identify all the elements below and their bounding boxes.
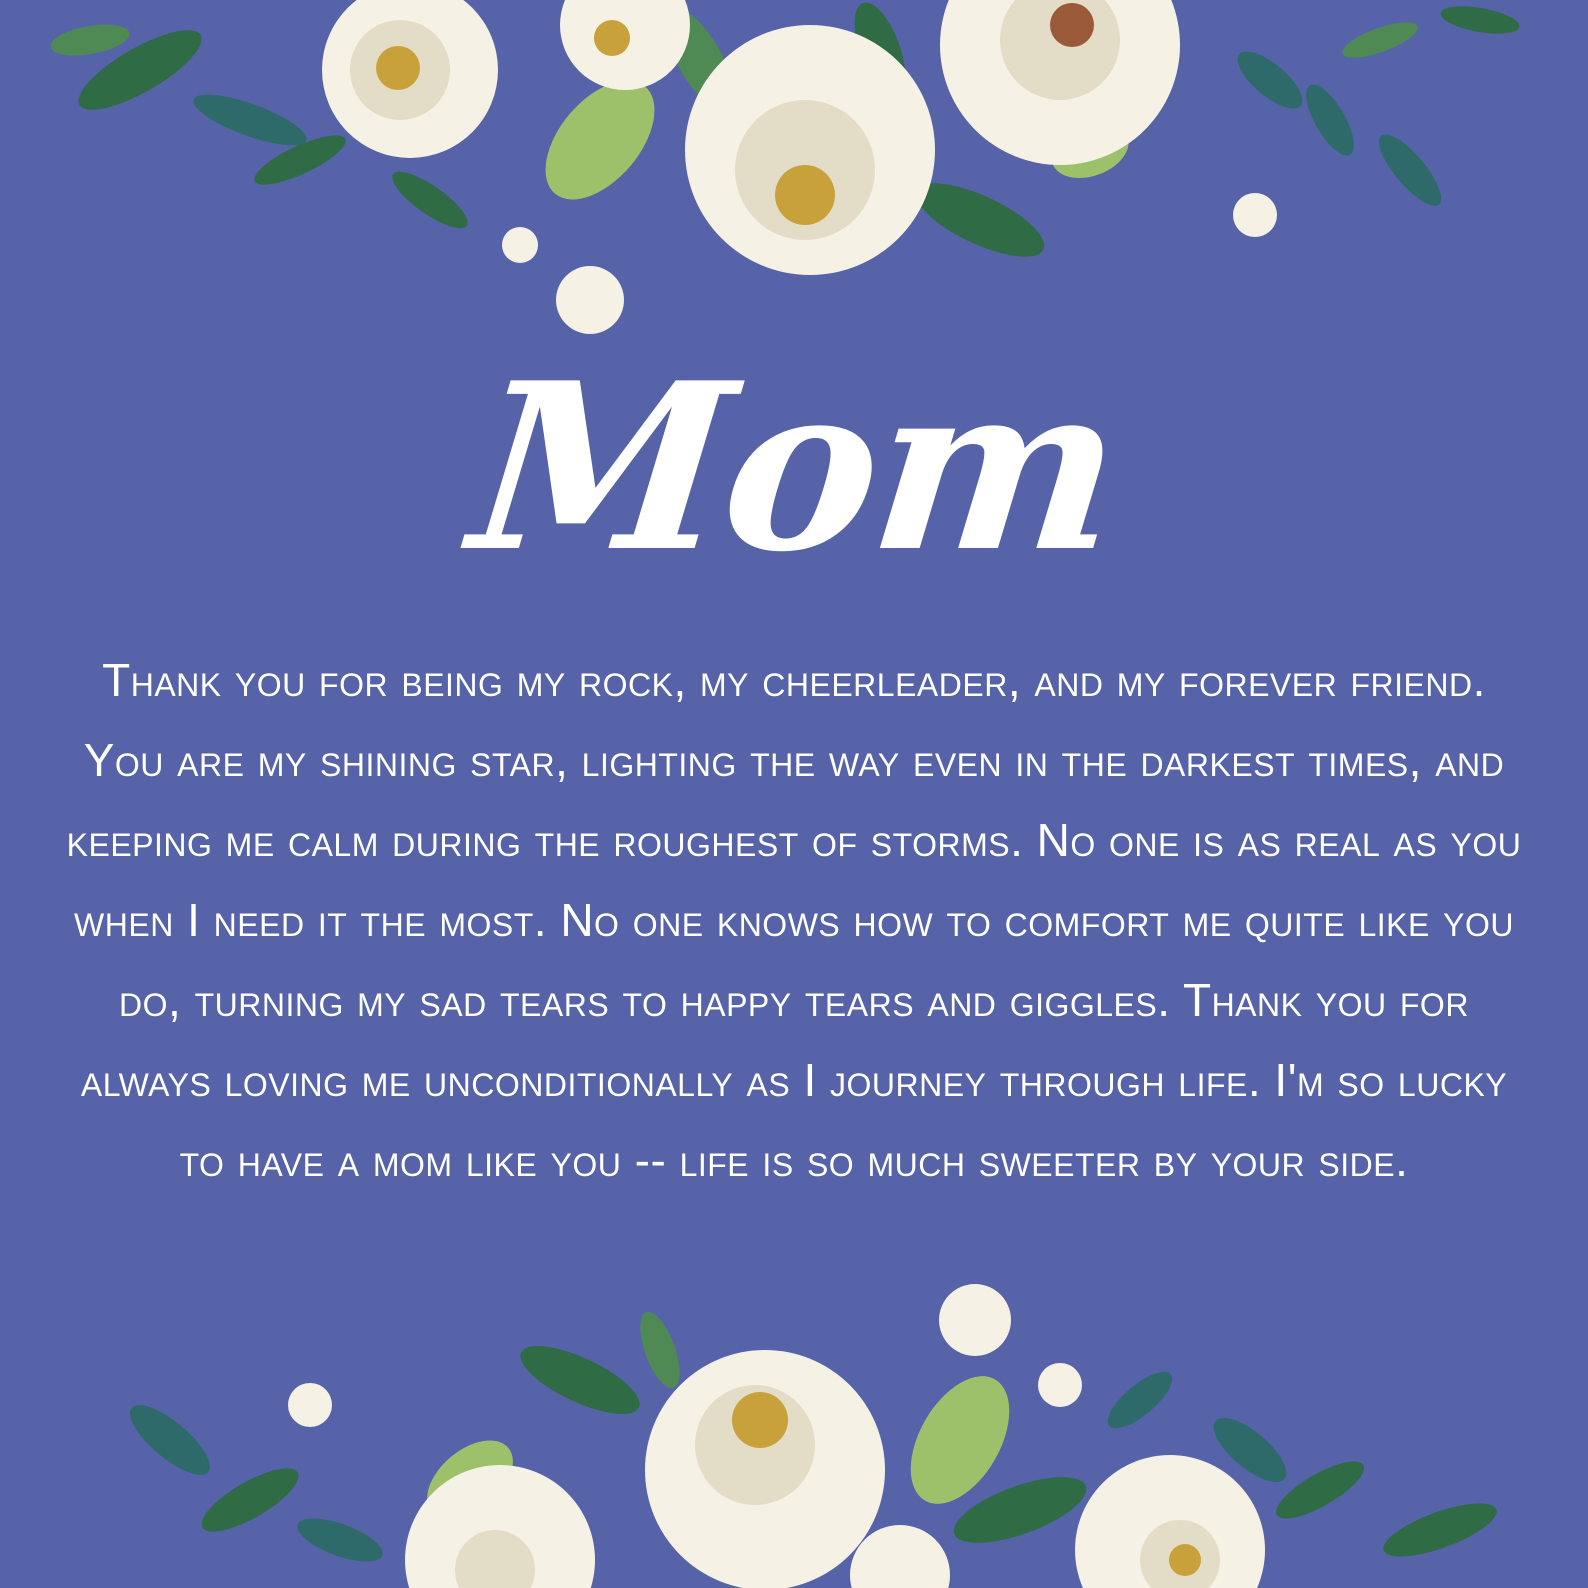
- card-message: Thank you for being my rock, my cheerleader, and my forever friend. You are my shining star, lighting the way even in the darkest times, and keeping me calm during the roughest of storms. No one is as real as you when I need it the most. No one knows how to comfort me quite like you do, turning my sad tears to happy tears and giggles. Thank you for always loving me unconditionally as I journey through life. I'm so lucky to have a mom like you -- life is so much sweeter by your side.: [66, 654, 1522, 1186]
- top-floral-garland: [0, 0, 1588, 340]
- roses-bottom: [288, 1284, 1265, 1588]
- card-title: Mom: [461, 333, 1129, 603]
- roses-top: [322, 0, 1277, 334]
- bottom-floral-garland: [0, 1270, 1588, 1588]
